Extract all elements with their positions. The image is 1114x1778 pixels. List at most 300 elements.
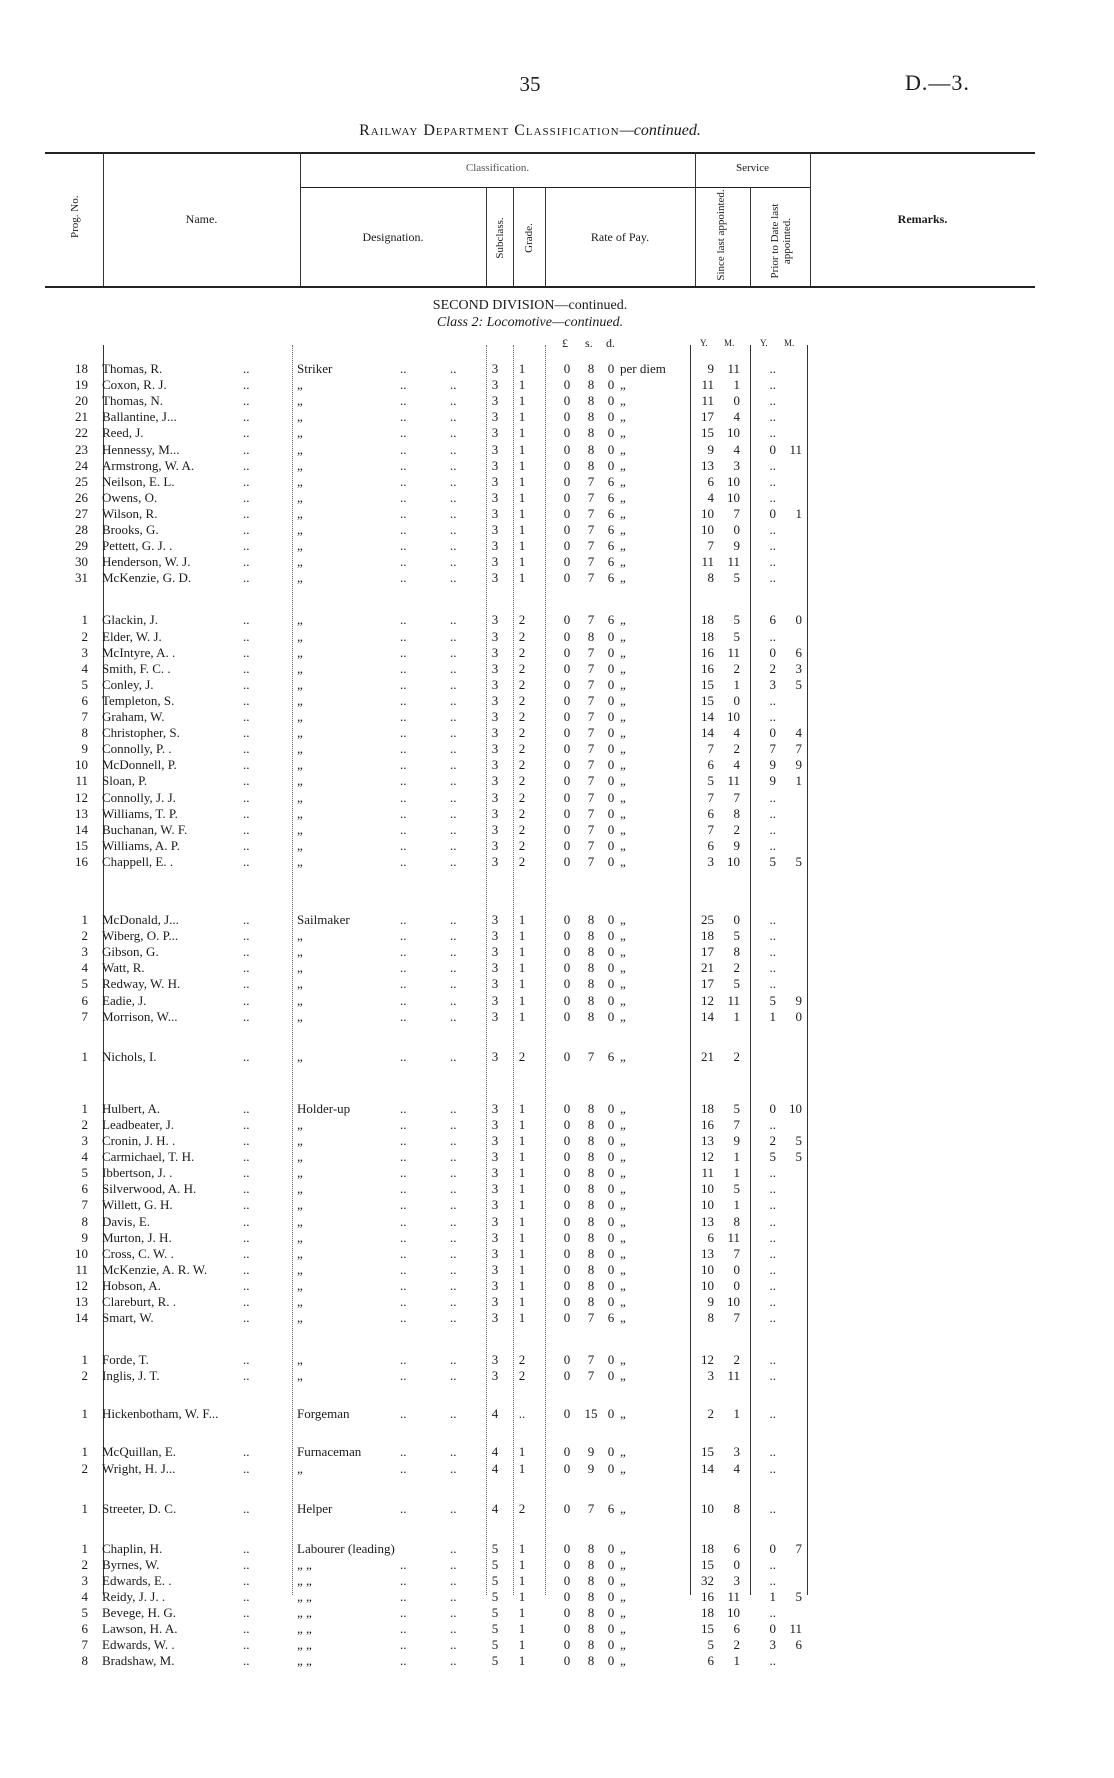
cell-designation: „ [297,1461,303,1476]
leader-dots: .. [400,960,407,975]
cell-pay-period: „ [620,1573,626,1588]
cell-prog-no: 1 [81,612,88,627]
cell-grade: 1 [518,1653,526,1668]
cell-pay-pounds: 0 [563,976,571,991]
cell-pay-period: „ [620,522,626,537]
cell-service-months: 1 [733,1197,740,1212]
cell-service-months: 9 [733,838,740,853]
cell-prog-no: 4 [81,1149,88,1164]
cell-designation: „ „ [297,1637,312,1652]
cell-pay-period: „ [620,474,626,489]
cell-pay-period: „ [620,393,626,408]
cell-prog-no: 9 [81,741,88,756]
cell-subclass: 3 [491,757,499,772]
cell-prog-no: 31 [75,570,88,585]
cell-prog-no: 12 [75,1278,88,1293]
cell-pay-pence: 0 [607,1589,615,1604]
cell-pay-shillings: 7 [587,554,595,569]
cell-pay-pounds: 0 [563,570,571,585]
table-row [0,1501,1114,1517]
header-top-rule [45,152,1035,154]
leader-dots: .. [400,693,407,708]
leader-dots: .. [243,1605,250,1620]
cell-prior-months: 1 [795,506,802,521]
cell-subclass: 3 [491,570,499,585]
table-row [0,1541,1114,1557]
cell-name: Thomas, N. [102,393,164,408]
cell-name: Williams, T. P. [102,806,178,821]
cell-subclass: 4 [491,1444,499,1459]
cell-pay-pence: 0 [607,361,615,376]
cell-pay-pence: 0 [607,976,615,991]
leader-dots: .. [400,393,407,408]
leader-dots: .. [450,725,457,740]
cell-name: Davis, E. [102,1214,151,1229]
cell-name: Hulbert, A. [102,1101,161,1116]
leader-dots: .. [450,506,457,521]
cell-pay-pounds: 0 [563,1589,571,1604]
cell-pay-shillings: 7 [587,1368,595,1383]
leader-dots: .. [450,790,457,805]
cell-prog-no: 1 [81,1444,88,1459]
cell-pay-shillings: 7 [587,612,595,627]
cell-pay-pounds: 0 [563,1637,571,1652]
cell-pay-pence: 0 [607,1621,615,1636]
cell-pay-pence: 6 [607,1049,615,1064]
cell-pay-shillings: 7 [587,645,595,660]
cell-pay-shillings: 8 [587,1133,595,1148]
cell-prog-no: 13 [75,806,88,821]
cell-pay-period: „ [620,741,626,756]
cell-prior-years: .. [769,1310,776,1325]
leader-dots: .. [243,1461,250,1476]
leader-dots: .. [400,1197,407,1212]
cell-name: Wright, H. J... [102,1461,176,1476]
leader-dots: .. [243,790,250,805]
cell-name: Connolly, J. J. [102,790,176,805]
cell-designation: Furnaceman [297,1444,362,1459]
leader-dots: .. [243,393,250,408]
cell-designation: „ [297,1149,303,1164]
leader-dots: .. [243,1230,250,1245]
cell-pay-pounds: 0 [563,1262,571,1277]
cell-pay-pence: 0 [607,1246,615,1261]
cell-service-years: 15 [701,693,714,708]
cell-pay-shillings: 8 [587,1117,595,1132]
cell-prog-no: 5 [81,1605,88,1620]
cell-prior-years: .. [769,838,776,853]
cell-pay-period: „ [620,1653,626,1668]
cell-pay-period: „ [620,757,626,772]
cell-service-months: 7 [733,1246,740,1261]
cell-pay-shillings: 7 [587,854,595,869]
table-row [0,944,1114,960]
leader-dots: .. [450,912,457,927]
cell-service-months: 4 [733,1461,740,1476]
cell-service-months: 11 [727,773,740,788]
leader-dots: .. [450,822,457,837]
leader-dots: .. [400,1165,407,1180]
cell-designation: „ [297,645,303,660]
page-number: 35 [519,72,541,96]
leader-dots: .. [450,709,457,724]
cell-prog-no: 2 [81,629,88,644]
cell-designation: „ „ [297,1557,312,1572]
cell-grade: 1 [518,993,526,1008]
cell-pay-period: „ [620,928,626,943]
leader-dots: .. [400,1605,407,1620]
cell-subclass: 3 [491,629,499,644]
cell-service-months: 11 [727,993,740,1008]
cell-pay-pounds: 0 [563,554,571,569]
leader-dots: .. [450,1165,457,1180]
leader-dots: .. [450,773,457,788]
cell-service-months: 1 [733,1149,740,1164]
cell-pay-period: „ [620,1406,626,1421]
leader-dots: .. [243,1653,250,1668]
cell-pay-shillings: 7 [587,838,595,853]
cell-pay-pounds: 0 [563,993,571,1008]
cell-pay-pence: 0 [607,645,615,660]
leader-dots: .. [243,1214,250,1229]
table-row [0,409,1114,425]
header-prog-no: Prog. No. [69,195,81,238]
cell-name: Hickenbotham, W. F... [102,1406,219,1421]
table-row [0,1117,1114,1133]
cell-grade: 1 [518,960,526,975]
cell-pay-period: „ [620,1117,626,1132]
cell-service-years: 18 [701,612,714,627]
cell-subclass: 3 [491,1230,499,1245]
cell-pay-shillings: 8 [587,928,595,943]
cell-pay-period: „ [620,570,626,585]
cell-pay-pounds: 0 [563,458,571,473]
cell-designation: „ [297,458,303,473]
cell-grade: 2 [518,693,526,708]
cell-pay-period: „ [620,629,626,644]
cell-pay-shillings: 8 [587,1637,595,1652]
cell-pay-shillings: 8 [587,1557,595,1572]
cell-service-months: 11 [727,554,740,569]
cell-prior-years: .. [769,490,776,505]
cell-prior-months: 9 [795,757,802,772]
leader-dots: .. [400,1653,407,1668]
leader-dots: .. [450,1621,457,1636]
leader-dots: .. [243,757,250,772]
leader-dots: .. [243,1049,250,1064]
cell-service-months: 5 [733,976,740,991]
cell-prior-months: 9 [795,993,802,1008]
leader-dots: .. [243,1246,250,1261]
cell-service-months: 10 [727,490,740,505]
cell-prog-no: 3 [81,1573,88,1588]
cell-prior-months: 0 [795,612,802,627]
cell-subclass: 3 [491,409,499,424]
cell-pay-pounds: 0 [563,1133,571,1148]
leader-dots: .. [450,538,457,553]
cell-pay-pence: 0 [607,1101,615,1116]
document-reference: D.—3. [905,70,970,95]
cell-pay-pounds: 0 [563,677,571,692]
leader-dots: .. [450,1101,457,1116]
cell-pay-pence: 0 [607,1541,615,1556]
cell-grade: 1 [518,1101,526,1116]
cell-service-years: 6 [707,838,714,853]
leader-dots: .. [243,1101,250,1116]
cell-pay-period: „ [620,773,626,788]
cell-pay-pence: 0 [607,1637,615,1652]
cell-pay-period: „ [620,822,626,837]
cell-pay-period: „ [620,960,626,975]
cell-pay-pounds: 0 [563,1368,571,1383]
cell-pay-shillings: 8 [587,912,595,927]
cell-pay-pounds: 0 [563,377,571,392]
leader-dots: .. [450,1181,457,1196]
cell-name: Elder, W. J. [102,629,162,644]
cell-name: Eadie, J. [102,993,147,1008]
cell-service-years: 8 [707,570,714,585]
cell-pay-pounds: 0 [563,612,571,627]
cell-service-months: 3 [733,458,740,473]
cell-service-years: 25 [701,912,714,927]
cell-prior-months: 3 [795,661,802,676]
cell-pay-period: per diem [620,361,666,376]
cell-prior-years: 0 [769,1541,776,1556]
cell-pay-shillings: 8 [587,1573,595,1588]
cell-subclass: 3 [491,709,499,724]
cell-subclass: 3 [491,1117,499,1132]
cell-pay-shillings: 7 [587,677,595,692]
cell-service-years: 7 [707,822,714,837]
cell-prior-years: .. [769,693,776,708]
cell-service-years: 6 [707,1230,714,1245]
cell-prior-years: .. [769,1573,776,1588]
cell-prior-years: .. [769,1352,776,1367]
cell-pay-pence: 6 [607,490,615,505]
cell-grade: 1 [518,458,526,473]
cell-prog-no: 11 [75,773,88,788]
cell-pay-pounds: 0 [563,425,571,440]
cell-grade: 1 [518,928,526,943]
leader-dots: .. [400,538,407,553]
leader-dots: .. [243,522,250,537]
cell-prog-no: 8 [81,725,88,740]
leader-dots: .. [450,1444,457,1459]
cell-name: Graham, W. [102,709,165,724]
cell-pay-pence: 0 [607,944,615,959]
cell-pay-shillings: 7 [587,693,595,708]
cell-service-months: 8 [733,806,740,821]
cell-pay-period: „ [620,993,626,1008]
leader-dots: .. [243,554,250,569]
leader-dots: .. [450,1049,457,1064]
table-row [0,1049,1114,1065]
cell-name: Hennessy, M... [102,442,180,457]
cell-pay-shillings: 8 [587,1009,595,1024]
cell-name: Reidy, J. J. . [102,1589,166,1604]
cell-pay-shillings: 8 [587,1653,595,1668]
table-row [0,425,1114,441]
table-row [0,757,1114,773]
cell-pay-shillings: 8 [587,976,595,991]
cell-designation: „ [297,629,303,644]
cell-service-years: 10 [701,1262,714,1277]
cell-prior-months: 1 [795,773,802,788]
cell-service-years: 3 [707,854,714,869]
cell-pay-pence: 0 [607,741,615,756]
cell-name: Ballantine, J... [102,409,177,424]
cell-prior-years: .. [769,806,776,821]
cell-designation: „ [297,1310,303,1325]
cell-service-years: 9 [707,361,714,376]
cell-pay-pence: 0 [607,1117,615,1132]
cell-prior-years: .. [769,570,776,585]
cell-pay-shillings: 9 [587,1444,595,1459]
cell-pay-period: „ [620,1049,626,1064]
cell-grade: 1 [518,1278,526,1293]
cell-service-months: 7 [733,790,740,805]
cell-pay-pence: 0 [607,993,615,1008]
cell-pay-period: „ [620,1605,626,1620]
cell-grade: 1 [518,1621,526,1636]
unit-months: M. [724,338,735,348]
cell-pay-shillings: 7 [587,1501,595,1516]
cell-name: Williams, A. P. [102,838,180,853]
cell-grade: 2 [518,1501,526,1516]
cell-pay-pounds: 0 [563,1149,571,1164]
cell-designation: „ [297,409,303,424]
cell-service-years: 16 [701,645,714,660]
cell-service-years: 7 [707,741,714,756]
leader-dots: .. [400,409,407,424]
cell-name: Edwards, E. . [102,1573,172,1588]
leader-dots: .. [450,1541,457,1556]
cell-prior-months: 6 [795,1637,802,1652]
cell-pay-shillings: 8 [587,1262,595,1277]
cell-prior-years: .. [769,425,776,440]
cell-pay-pounds: 0 [563,506,571,521]
table-row [0,741,1114,757]
table-row [0,1368,1114,1384]
cell-prior-years: .. [769,1501,776,1516]
cell-prior-years: .. [769,1262,776,1277]
cell-pay-shillings: 7 [587,1049,595,1064]
cell-grade: 2 [518,725,526,740]
leader-dots: .. [243,1573,250,1588]
cell-pay-shillings: 8 [587,629,595,644]
header-remarks: Remarks. [897,212,948,226]
cell-service-years: 16 [701,1117,714,1132]
cell-pay-pence: 0 [607,629,615,644]
cell-name: McDonnell, P. [102,757,177,772]
cell-grade: 1 [518,1605,526,1620]
cell-service-years: 15 [701,677,714,692]
cell-designation: Holder-up [297,1101,351,1116]
cell-service-months: 8 [733,944,740,959]
cell-pay-period: „ [620,1149,626,1164]
cell-pay-pence: 0 [607,1278,615,1293]
leader-dots: .. [400,1368,407,1383]
cell-name: McKenzie, G. D. [102,570,192,585]
cell-name: Chaplin, H. [102,1541,163,1556]
cell-grade: 1 [518,1117,526,1132]
leader-dots: .. [450,1246,457,1261]
cell-pay-period: „ [620,1101,626,1116]
cell-pay-pence: 0 [607,822,615,837]
leader-dots: .. [243,442,250,457]
leader-dots: .. [400,1461,407,1476]
table-row [0,570,1114,586]
cell-subclass: 3 [491,377,499,392]
cell-designation: „ [297,506,303,521]
cell-service-months: 3 [733,1573,740,1588]
cell-prog-no: 1 [81,1501,88,1516]
table-row [0,538,1114,554]
cell-service-months: 9 [733,1133,740,1148]
table-row [0,1310,1114,1326]
cell-service-years: 18 [701,928,714,943]
cell-pay-pence: 0 [607,1009,615,1024]
leader-dots: .. [400,912,407,927]
cell-service-months: 11 [727,1368,740,1383]
cell-designation: Helper [297,1501,333,1516]
leader-dots: .. [243,993,250,1008]
header-service: Service [736,162,769,174]
cell-grade: 1 [518,1557,526,1572]
cell-pay-period: „ [620,661,626,676]
cell-pay-period: „ [620,806,626,821]
cell-pay-pounds: 0 [563,1165,571,1180]
cell-prog-no: 18 [75,361,88,376]
cell-pay-pounds: 0 [563,693,571,708]
cell-prior-years: .. [769,554,776,569]
cell-prior-years: .. [769,538,776,553]
cell-subclass: 5 [491,1637,499,1652]
cell-pay-shillings: 8 [587,1197,595,1212]
cell-prog-no: 5 [81,677,88,692]
table-row [0,1278,1114,1294]
cell-service-years: 15 [701,1557,714,1572]
cell-name: Buchanan, W. F. [102,822,188,837]
cell-grade: 1 [518,442,526,457]
cell-pay-pence: 0 [607,854,615,869]
cell-designation: Forgeman [297,1406,350,1421]
cell-name: Reed, J. [102,425,144,440]
leader-dots: .. [400,1278,407,1293]
table-row [0,773,1114,789]
cell-prior-years: .. [769,1214,776,1229]
cell-service-years: 14 [701,1461,714,1476]
cell-grade: .. [518,1406,526,1421]
cell-pay-pounds: 0 [563,361,571,376]
cell-pay-shillings: 8 [587,944,595,959]
cell-pay-pence: 0 [607,377,615,392]
cell-prog-no: 1 [81,1541,88,1556]
cell-service-years: 11 [701,1165,714,1180]
leader-dots: .. [450,1009,457,1024]
cell-service-months: 0 [733,1557,740,1572]
cell-subclass: 3 [491,490,499,505]
leader-dots: .. [243,1589,250,1604]
cell-pay-shillings: 7 [587,1310,595,1325]
cell-subclass: 3 [491,554,499,569]
cell-pay-pence: 0 [607,693,615,708]
cell-prog-no: 26 [75,490,88,505]
cell-service-months: 10 [727,1605,740,1620]
cell-service-months: 10 [727,854,740,869]
cell-prog-no: 1 [81,1101,88,1116]
cell-name: Clareburt, R. . [102,1294,177,1309]
